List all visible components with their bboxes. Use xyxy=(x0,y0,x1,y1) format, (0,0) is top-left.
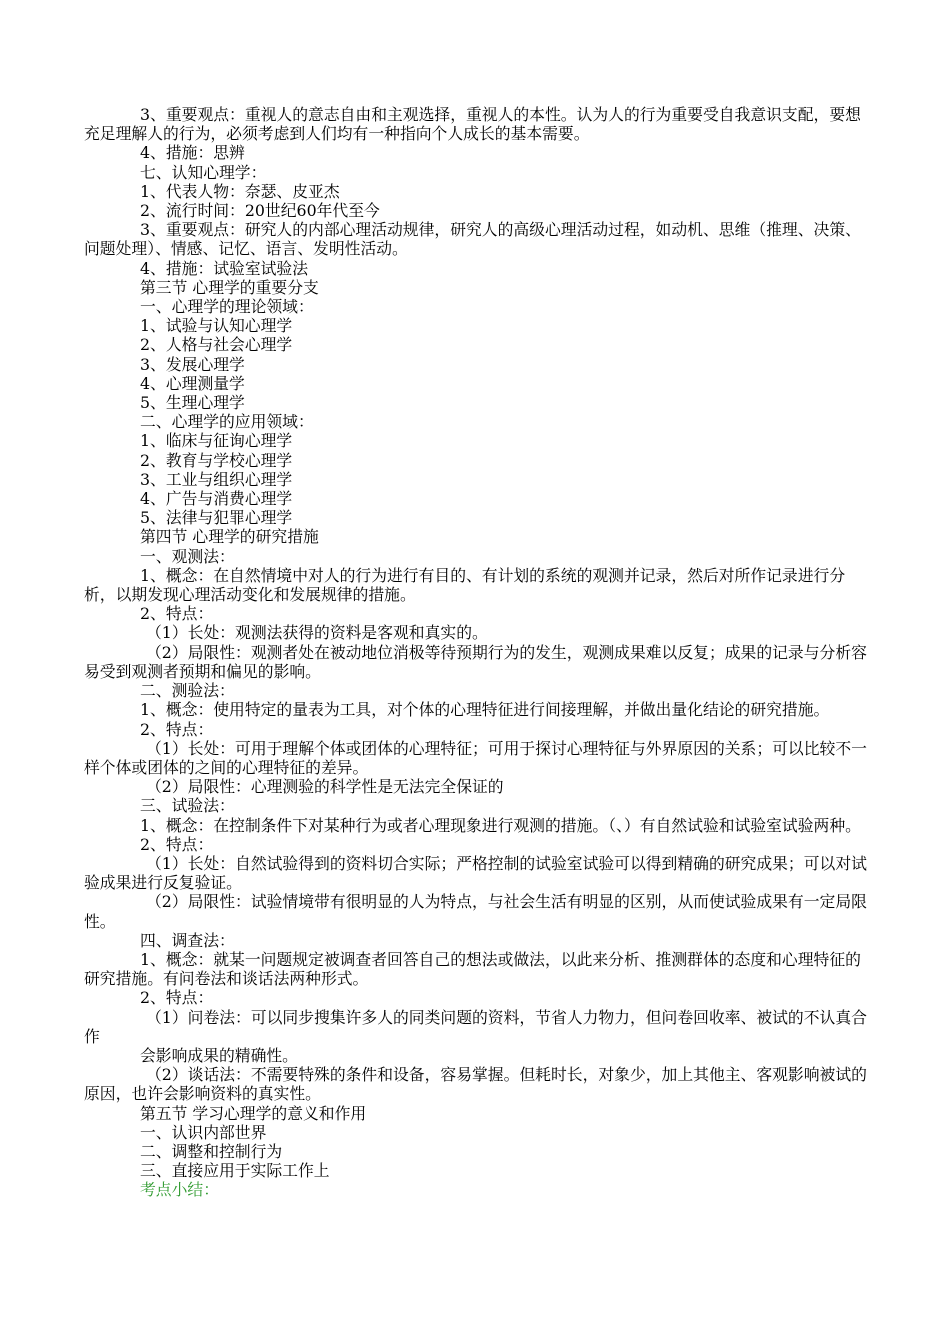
paragraph: 2、特点： xyxy=(140,604,214,624)
paragraph: 一、观测法： xyxy=(140,546,235,566)
paragraph: 3、发展心理学 xyxy=(140,354,245,374)
paragraph: 二、调整和控制行为 xyxy=(140,1141,283,1161)
paragraph: （2）局限性：试验情境带有很明显的人为特点，与社会生活有明显的区别，从而使试验成果有一定局限性。 xyxy=(84,892,867,931)
paragraph: 一、心理学的理论领域： xyxy=(140,297,314,317)
paragraph: 4、措施：试验室试验法 xyxy=(140,258,309,278)
paragraph: 1、概念：就某一问题规定被调查者回答自己的想法或做法，以此来分析、推测群体的态度和心理特征的研究措施。有问卷法和谈话法两种形式。 xyxy=(84,949,861,989)
paragraph: 1、临床与征询心理学 xyxy=(140,431,293,451)
paragraph: 二、心理学的应用领域： xyxy=(140,412,314,432)
paragraph: （1）长处：自然试验得到的资料切合实际；严格控制的试验室试验可以得到精确的研究成果；可以对试验成果进行反复验证。 xyxy=(84,853,867,893)
paragraph: 第五节 学习心理学的意义和作用 xyxy=(140,1103,367,1123)
paragraph: 二、测验法： xyxy=(140,681,235,701)
paragraph: （2）局限性：观测者处在被动地位消极等待预期行为的发生，观测成果难以反复；成果的记录与分析容易受到观测者预期和偏见的影响。 xyxy=(84,642,867,681)
paragraph: 2、人格与社会心理学 xyxy=(140,335,293,355)
paragraph: 4、广告与消费心理学 xyxy=(140,489,293,509)
paragraph: 第三节 心理学的重要分支 xyxy=(140,277,319,297)
paragraph: 1、概念：在控制条件下对某种行为或者心理现象进行观测的措施。（、）有自然试验和试验室试验两种。 xyxy=(140,815,861,835)
paragraph: （2）局限性：心理测验的科学性是无法完全保证的 xyxy=(146,777,504,797)
paragraph: （1）长处：可用于理解个体或团体的心理特征；可用于探讨心理特征与外界原因的关系；可以比较不一样个体或团体的之间的心理特征的差异。 xyxy=(84,738,867,777)
paragraph: 会影响成果的精确性。 xyxy=(140,1045,298,1065)
paragraph: 3、重要观点：重视人的意志自由和主观选择，重视人的本性。认为人的行为重要受自我意识支配，要想充足理解人的行为，必须考虑到人们均有一种指向个人成长的基本需要。 xyxy=(84,105,861,144)
paragraph: 三、直接应用于实际工作上 xyxy=(140,1161,330,1181)
paragraph: 3、工业与组织心理学 xyxy=(140,469,293,489)
paragraph: 2、教育与学校心理学 xyxy=(140,450,293,470)
paragraph: 七、认知心理学： xyxy=(140,162,267,182)
paragraph: 一、认识内部世界 xyxy=(140,1122,267,1142)
paragraph: 1、代表人物：奈瑟、皮亚杰 xyxy=(140,181,340,201)
paragraph: 2、流行时间：20世纪60年代至今 xyxy=(140,201,380,221)
paragraph: 1、概念：在自然情境中对人的行为进行有目的、有计划的系统的观测并记录，然后对所作记录进行分析，以期发现心理活动变化和发展规律的措施。 xyxy=(84,565,846,605)
paragraph: 5、生理心理学 xyxy=(140,393,245,413)
paragraph: 4、心理测量学 xyxy=(140,373,245,393)
paragraph: 1、试验与认知心理学 xyxy=(140,316,293,336)
paragraph: 2、特点： xyxy=(140,834,214,854)
paragraph: 1、概念：使用特定的量表为工具，对个体的心理特征进行间接理解，并做出量化结论的研究措施。 xyxy=(140,700,830,720)
paragraph: 考点小结： xyxy=(140,1180,219,1200)
paragraph: （1）问卷法：可以同步搜集许多人的同类问题的资料，节省人力物力，但问卷回收率、被试的不认真合作 xyxy=(84,1007,867,1046)
paragraph: 5、法律与犯罪心理学 xyxy=(140,508,293,528)
paragraph: 三、试验法： xyxy=(140,796,235,816)
paragraph: 第四节 心理学的研究措施 xyxy=(140,527,319,547)
paragraph: （1）长处：观测法获得的资料是客观和真实的。 xyxy=(146,623,488,643)
paragraph: 2、特点： xyxy=(140,988,214,1008)
paragraph: 4、措施：思辨 xyxy=(140,143,245,163)
document-body xyxy=(84,105,869,1200)
paragraph: 2、特点： xyxy=(140,719,214,739)
paragraph: 3、重要观点：研究人的内部心理活动规律，研究人的高级心理活动过程，如动机、思维（推理、决策、问题处理）、情感、记忆、语言、发明性活动。 xyxy=(84,220,861,259)
paragraph: 四、调查法： xyxy=(140,930,235,950)
paragraph: （2）谈话法：不需要特殊的条件和设备，容易掌握。但耗时长，对象少，加上其他主、客观影响被试的原因，也许会影响资料的真实性。 xyxy=(84,1065,867,1104)
